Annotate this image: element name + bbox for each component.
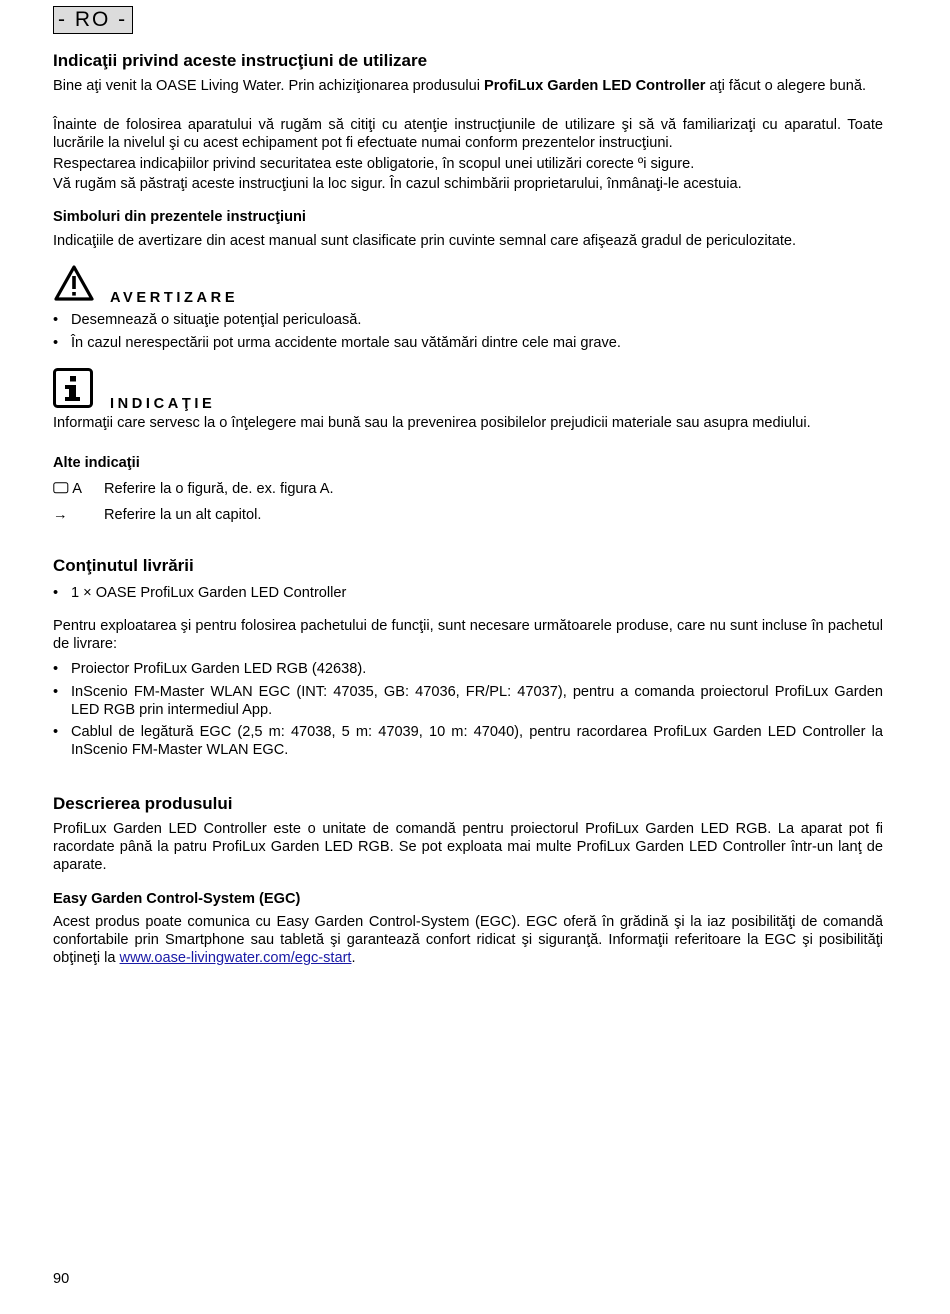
symbols-paragraph: Indicaţiile de avertizare din acest manual sunt clasificate prin cuvinte semnal care afişează gradul de periculozitate. (53, 233, 797, 249)
list-item (53, 683, 883, 719)
page-number: 90 (53, 1271, 70, 1287)
subheading-other-notes: Alte indicaţii (53, 455, 140, 471)
egc-text-end: . (351, 950, 356, 966)
list-item-text: Cablul de legătură EGC (2,5 m: 47038, 5 m: 47039, 10 m: 47040), pentru racordarea ProfiLux Garden LED Controller la InScenio FM-Master WLAN EGC. (71, 724, 883, 758)
warning-label: AVERTIZARE (110, 290, 239, 306)
arrow-right-icon: → (53, 507, 68, 523)
bullet-icon: • (53, 661, 59, 677)
section-heading-instructions: Indicaţii privind aceste instrucţiuni de utilizare (53, 51, 428, 70)
intro-paragraph-3: Respectarea indicaþiilor privind securitatea este obligatorie, în scopul unei utilizări corecte ºi sigure. (53, 156, 695, 172)
bullet-icon: • (53, 334, 59, 351)
list-item (53, 311, 883, 329)
intro-text-1a: Bine aţi venit la OASE Living Water. Prin achiziţionarea produsului (53, 78, 485, 94)
required-products-list (53, 660, 883, 764)
figure-reference-text: Referire la o figură, de. ex. figura A. (104, 481, 334, 497)
intro-paragraph-1 (53, 77, 883, 95)
delivery-list (53, 584, 883, 607)
warning-triangle-icon (53, 264, 95, 302)
subheading-symbols: Simboluri din prezentele instrucţiuni (53, 209, 306, 225)
egc-text: Acest produs poate comunica cu Easy Garden Control-System (EGC). EGC oferă în grădină şi la iaz posibilităţi de comandă confortabile prin Smartphone sau tabletă şi garantează confort ridicat şi siguranţă. Informaţii referitoare la EGC şi posibilităţi obţineţi la (53, 914, 883, 966)
list-item-text: Proiector ProfiLux Garden LED RGB (42638). (71, 661, 367, 677)
list-item (53, 334, 883, 352)
intro-text-1b: aţi făcut o alegere bună. (705, 78, 867, 94)
description-paragraph: ProfiLux Garden LED Controller este o unitate de comandă pentru proiectorul ProfiLux Garden LED RGB. La aparat pot fi racordate până la patru ProfiLux Garden LED RGB. Se pot exploata mai multe ProfiLux Garden LED Controller într-un lanţ de aparate. (53, 821, 883, 873)
list-item-text: 1 × OASE ProfiLux Garden LED Controller (71, 585, 347, 601)
egc-paragraph (53, 913, 883, 967)
list-item-text: Desemnează o situaţie potenţial periculoasă. (71, 312, 362, 328)
subheading-egc: Easy Garden Control-System (EGC) (53, 891, 301, 907)
list-item (53, 723, 883, 759)
list-item (53, 660, 883, 678)
figure-reference-icon (53, 480, 82, 498)
section-heading-description: Descrierea produsului (53, 794, 233, 813)
language-tag: - RO - (53, 6, 133, 34)
warning-list (53, 311, 883, 356)
reference-figure-row (53, 480, 883, 498)
note-label: INDICAŢIE (110, 396, 216, 412)
section-heading-delivery: Conţinutul livrării (53, 556, 194, 575)
bullet-icon: • (53, 724, 59, 740)
list-item-text: În cazul nerespectării pot urma accidente mortale sau vătămări dintre cele mai grave. (71, 334, 621, 351)
note-paragraph: Informaţii care servesc la o înţelegere mai bună sau la prevenirea posibilelor prejudicii materiale sau asupra mediului. (53, 415, 811, 431)
bullet-icon: • (53, 683, 59, 700)
intro-paragraph-4: Vă rugăm să păstraţi aceste instrucţiuni la loc sigur. În cazul schimbării proprietarului, înmânaţi-le acestuia. (53, 176, 742, 192)
list-item-text: InScenio FM-Master WLAN EGC (INT: 47035, GB: 47036, FR/PL: 47037), pentru a comanda proiectorul ProfiLux Garden LED RGB prin intermediul App. (71, 683, 883, 718)
figure-reference-letter: A (72, 481, 82, 497)
product-name: ProfiLux Garden LED Controller (484, 78, 706, 94)
intro-paragraph-2: Înainte de folosirea aparatului vă rugăm să citiţi cu atenţie instrucţiunile de utilizare şi să vă familiarizaţi cu aparatul. Toate lucrările la nivelul şi cu acest echipament pot fi efectuate numai conform prezentelor instrucţiuni. (53, 117, 883, 151)
chapter-reference-text: Referire la un alt capitol. (104, 507, 262, 523)
delivery-note: Pentru exploatarea şi pentru folosirea pachetului de funcţii, sunt necesare următoarele produse, care nu sunt incluse în pachetul de livrare: (53, 618, 883, 652)
list-item (53, 584, 883, 602)
info-icon (53, 368, 93, 408)
bullet-icon: • (53, 312, 59, 328)
bullet-icon: • (53, 585, 59, 601)
egc-link[interactable]: www.oase-livingwater.com/egc-start (119, 950, 352, 966)
reference-chapter-row (53, 506, 883, 524)
